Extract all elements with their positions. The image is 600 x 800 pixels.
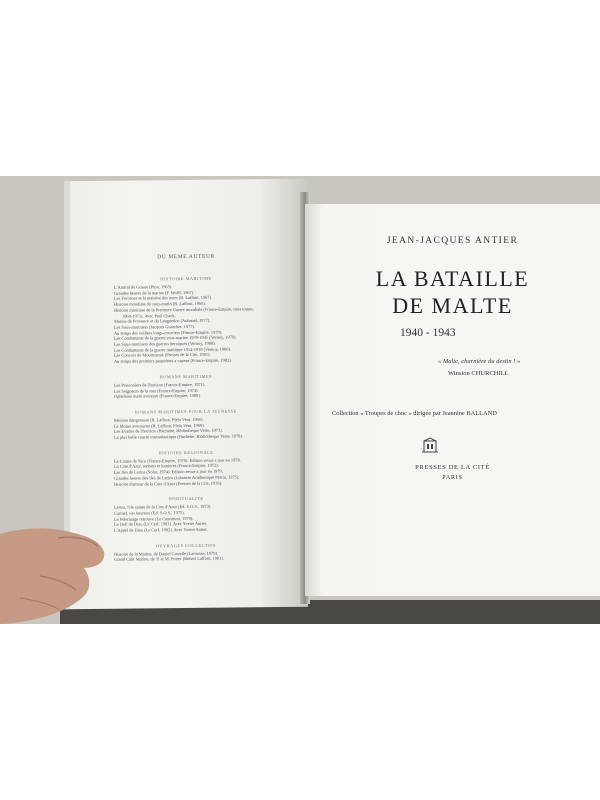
book-title-line1: LA BATAILLE [375,266,530,291]
publisher-place: PARIS [442,475,463,481]
bibliography-entry: Histoire de la Marine, de Daniel Costelle (Larousse, 1979). [114,550,219,557]
bibliography-section-title: OUVRAGES COLLECTIFS [155,542,217,549]
bibliography-section-title: HISTOIRE MARITIME [160,275,212,282]
bibliography-entry: Au temps des premiers paquebots a vapeur (France-Empire, 1982). [114,357,232,364]
bibliography-entry: Le Moine aventurier (R. Laffont, Plein Vent, 1969). [114,422,205,429]
bibliography-entry: Les Forcenes et la maitrise des mers (R. Laffont, 1967). [114,295,212,302]
bibliography-entry: Les Evades de l'horizon (Hachette, Bibliotheque Verte, 1973). [114,427,223,435]
background-bottom [0,624,600,800]
bibliography-entry: Les Convois de Mourmansk (Presses de la Cite, 1981). [114,352,211,359]
bibliography-entry: Les Combattants de la guerre maritime 1914-1918 (Vernoy, 1980). [114,346,232,353]
bibliography-entry: La Cote d'Azur, ombres et lumieres (France-Empire, 1972). [114,463,219,470]
collection-line: Collection « Troupes de choc » dirigée par Jeannine BALLAND [332,410,497,417]
bibliography-entry: La plus belle course transatlantique (Hachette, Bibliotheque Verte, 1978). [114,433,244,440]
epigraph-author: Winston CHURCHILL [448,370,509,377]
bibliography-section-title: HISTOIRE REGIONALE [158,449,214,455]
epigraph-quote: « Malte, charnière du destin ! » [438,358,521,365]
bibliography-entry: Mission dangereuse (R. Laffont, Plein Vent, 1966). [114,416,204,423]
bibliography-entry: Les Iles de Lerins (Solar, 1974). Edition revue a jour en 1979. [114,468,223,475]
bibliography-entry: Les Sous-mariniers (Jacques Grancher, 1977). [114,323,196,330]
right-page [305,204,600,596]
bibliography-entry: Histoire d'amour de la Cote d'Azur (Presses de la Cite, 1978). [114,480,223,487]
bibliography-entry: Histoire maritime de la Premiere Guerre mondiale (France-Empire, trois tomes, [114,306,254,313]
publisher-emblem-icon [420,436,440,456]
bibliography-entry: L'Appel de Dieu (Le Cerf, 1982). Avec Yvette Antier. [114,526,208,533]
bibliography-entry: Les Combattants de la guerre sous-marine 1939-1945 (Vernoy, 1979). [114,334,237,342]
book-title-line2: DE MALTE [392,293,513,318]
bibliography-entry: Marins de Provence et du Languedoc (Aubanel, 1977). [114,317,211,324]
bibliography-entry: Les Prisonniers de l'horizon (France-Empire, 1971). [114,381,206,388]
bibliography-entry: Carmel, vas heureux (Ed. S.O.S., 1975). [114,509,185,516]
bibliography-entry: Le Comte de Nice (France-Empire, 1970). Edition revue a jour en 1978. [114,457,241,464]
publisher-name: PRESSES DE LA CITÉ [415,464,490,471]
bibliography-entry: Histoire mondiale du sous-marin (R. Laffont, 1968). [114,300,206,307]
bibliography-section-title: ROMANS MARITIMES POUR LA JEUNESSE [135,408,237,415]
author-name: JEAN-JACQUES ANTIER [386,236,519,246]
bibliography-entry: Opheleion autre aventure (France-Empire, 1980). [114,393,201,399]
bibliography-entry: Au temps des voiliers longs-courriers (France-Empire, 1979). [114,329,223,336]
bibliography-entry: Le Pelerinage retrouve (Le Centurion, 1979). [114,515,194,522]
bibliography-section-title: ROMANS MARITIMES [159,373,213,380]
bibliography-entry: Lerins, l'ile sainte de la Cote d'Azur (Ed. S.O.S., 1973). [114,503,212,510]
bibliography-entry: 1969-1971). Avec Paul Chack. [122,312,176,319]
bibliography-entry: Les Seigneurs de la mer (France-Empire, 1974). [114,387,199,394]
bibliography-entry: L'Amiral de Grasse (Plon, 1965). [114,284,173,290]
bibliography-entry: Les Sous-mariniers des guerres heroïques (Vernoy, 1980). [114,340,216,347]
background-top [0,0,600,176]
bibliography-section-title: SPIRITUALITE [168,496,204,502]
hand-holding-book [0,518,112,624]
bibliography-entry: Grandes heures des Iles de Lerins (Librairie Academique Perrin, 1975). [114,474,240,481]
bibliography-entry: Grand Cahf Marine, de Ti et M. Poirer (Robert Laffont, 1981). [114,555,224,563]
bibliography-entry: Grandes heures de la marine (F. Wolff, 1967). [114,289,195,296]
bibliography-entry: Le Defi de Dieu (Le Cerf, 1981). Avec Yvette Antier. [114,521,207,528]
left-page-heading: DU MEME AUTEUR [157,253,215,261]
book-years: 1940 - 1943 [400,327,456,339]
